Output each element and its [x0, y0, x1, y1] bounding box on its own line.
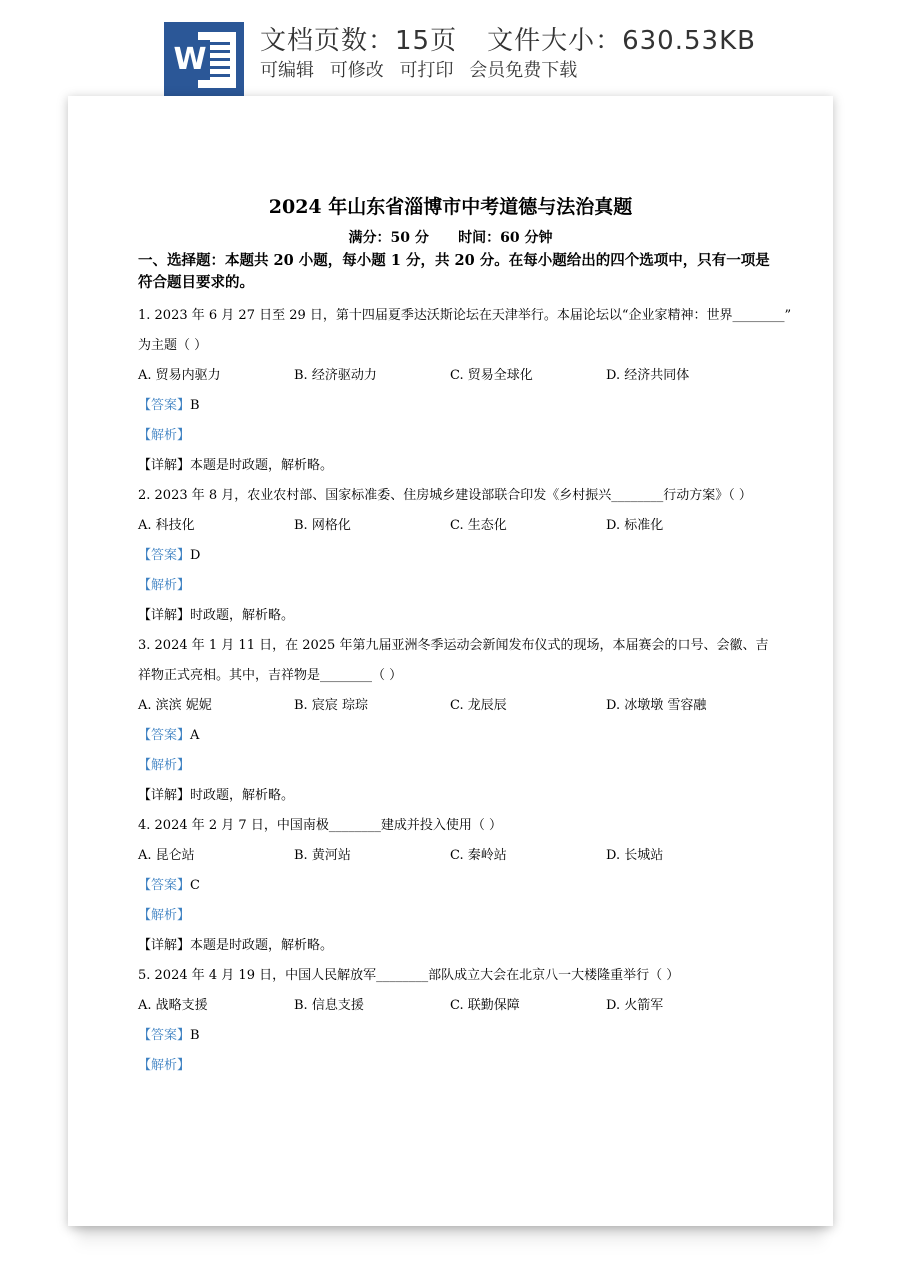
- question-3-options: [138, 694, 778, 714]
- question-3-answer: [138, 724, 199, 743]
- question-2-answer: [138, 544, 200, 563]
- option-c: C. 龙辰辰: [450, 698, 507, 713]
- word-icon-letter: W: [170, 40, 210, 80]
- question-3-stem-line-2: 祥物正式亮相。其中，吉祥物是________（ ）: [138, 668, 403, 683]
- page-count: 文档页数：15页: [260, 26, 458, 56]
- answer-tag: 【答案】: [138, 728, 191, 743]
- file-size: 文件大小：630.53KB: [487, 26, 756, 56]
- option-d: D. 经济共同体: [606, 368, 690, 383]
- answer-tag: 【答案】: [138, 398, 191, 413]
- feature-member-download: 会员免费下载: [469, 60, 578, 81]
- option-d: D. 火箭军: [606, 998, 664, 1013]
- answer-value: B: [190, 1028, 200, 1043]
- question-2-analysis-tag: 【解析】: [138, 578, 191, 593]
- question-1-stem-line-2: 为主题（ ）: [138, 338, 208, 353]
- section-heading: 一、选择题：本题共 20 小题，每小题 1 分，共 20 分。在每小题给出的四个选项中，只有一项是符合题目要求的。: [138, 252, 770, 291]
- option-a: A. 滨滨 妮妮: [138, 698, 212, 713]
- answer-value: D: [190, 548, 201, 563]
- option-b: B. 网格化: [294, 518, 351, 533]
- question-3-stem-line-1: 3. 2024 年 1 月 11 日，在 2025 年第九届亚洲冬季运动会新闻发布仪式的现场，本届赛会的口号、会徽、吉: [138, 638, 769, 653]
- feature-list: [260, 56, 587, 82]
- document-subtitle: 满分：50 分 时间：60 分钟: [348, 230, 553, 246]
- option-b: B. 信息支援: [294, 998, 364, 1013]
- question-1-answer: [138, 394, 200, 413]
- question-5-answer: [138, 1024, 200, 1043]
- file-info: [260, 20, 786, 57]
- document-title: 2024 年山东省淄博市中考道德与法治真题: [268, 196, 633, 218]
- question-1-analysis-tag: 【解析】: [138, 428, 191, 443]
- option-c: C. 秦岭站: [450, 848, 507, 863]
- document-page: [68, 96, 833, 1226]
- feature-editable: 可编辑: [260, 60, 314, 81]
- option-a: A. 战略支援: [138, 998, 208, 1013]
- option-b: B. 宸宸 琮琮: [294, 698, 368, 713]
- question-2-options: [138, 514, 778, 534]
- question-1-options: [138, 364, 778, 384]
- question-4-stem-line-1: 4. 2024 年 2 月 7 日，中国南极________建成并投入使用（ ）: [138, 818, 502, 833]
- answer-value: C: [190, 878, 200, 893]
- feature-printable: 可打印: [399, 60, 454, 81]
- question-1-detail: 【详解】本题是时政题，解析略。: [138, 458, 334, 473]
- option-d: D. 长城站: [606, 848, 664, 863]
- feature-modifiable: 可修改: [329, 60, 384, 81]
- question-4-detail: 【详解】本题是时政题，解析略。: [138, 938, 334, 953]
- question-1-stem-line-1: 1. 2023 年 6 月 27 日至 29 日，第十四届夏季达沃斯论坛在天津举行。本届论坛以“企业家精神：世界________”: [138, 308, 792, 323]
- option-b: B. 经济驱动力: [294, 368, 377, 383]
- question-2-detail: 【详解】时政题，解析略。: [138, 608, 295, 623]
- question-5-stem-line-1: 5. 2024 年 4 月 19 日，中国人民解放军________部队成立大会在北京八一大楼隆重举行（ ）: [138, 968, 680, 983]
- question-4-answer: [138, 874, 200, 893]
- question-4-analysis-tag: 【解析】: [138, 908, 191, 923]
- option-c: C. 联勤保障: [450, 998, 520, 1013]
- option-d: D. 冰墩墩 雪容融: [606, 698, 707, 713]
- option-a: A. 科技化: [138, 518, 195, 533]
- option-d: D. 标准化: [606, 518, 664, 533]
- answer-tag: 【答案】: [138, 878, 191, 893]
- answer-value: A: [190, 728, 200, 743]
- word-document-icon: [164, 22, 244, 96]
- question-4-options: [138, 844, 778, 864]
- option-a: A. 昆仑站: [138, 848, 195, 863]
- question-5-analysis-tag: 【解析】: [138, 1058, 191, 1073]
- option-c: C. 贸易全球化: [450, 368, 533, 383]
- option-a: A. 贸易内驱力: [138, 368, 221, 383]
- answer-tag: 【答案】: [138, 548, 191, 563]
- question-2-stem-line-1: 2. 2023 年 8 月，农业农村部、国家标准委、住房城乡建设部联合印发《乡村振兴________行动方案》（ ）: [138, 488, 752, 503]
- option-b: B. 黄河站: [294, 848, 351, 863]
- question-5-options: [138, 994, 778, 1014]
- answer-value: B: [190, 398, 200, 413]
- answer-tag: 【答案】: [138, 1028, 191, 1043]
- option-c: C. 生态化: [450, 518, 507, 533]
- question-3-analysis-tag: 【解析】: [138, 758, 191, 773]
- question-3-detail: 【详解】时政题，解析略。: [138, 788, 295, 803]
- header-banner: [0, 0, 900, 96]
